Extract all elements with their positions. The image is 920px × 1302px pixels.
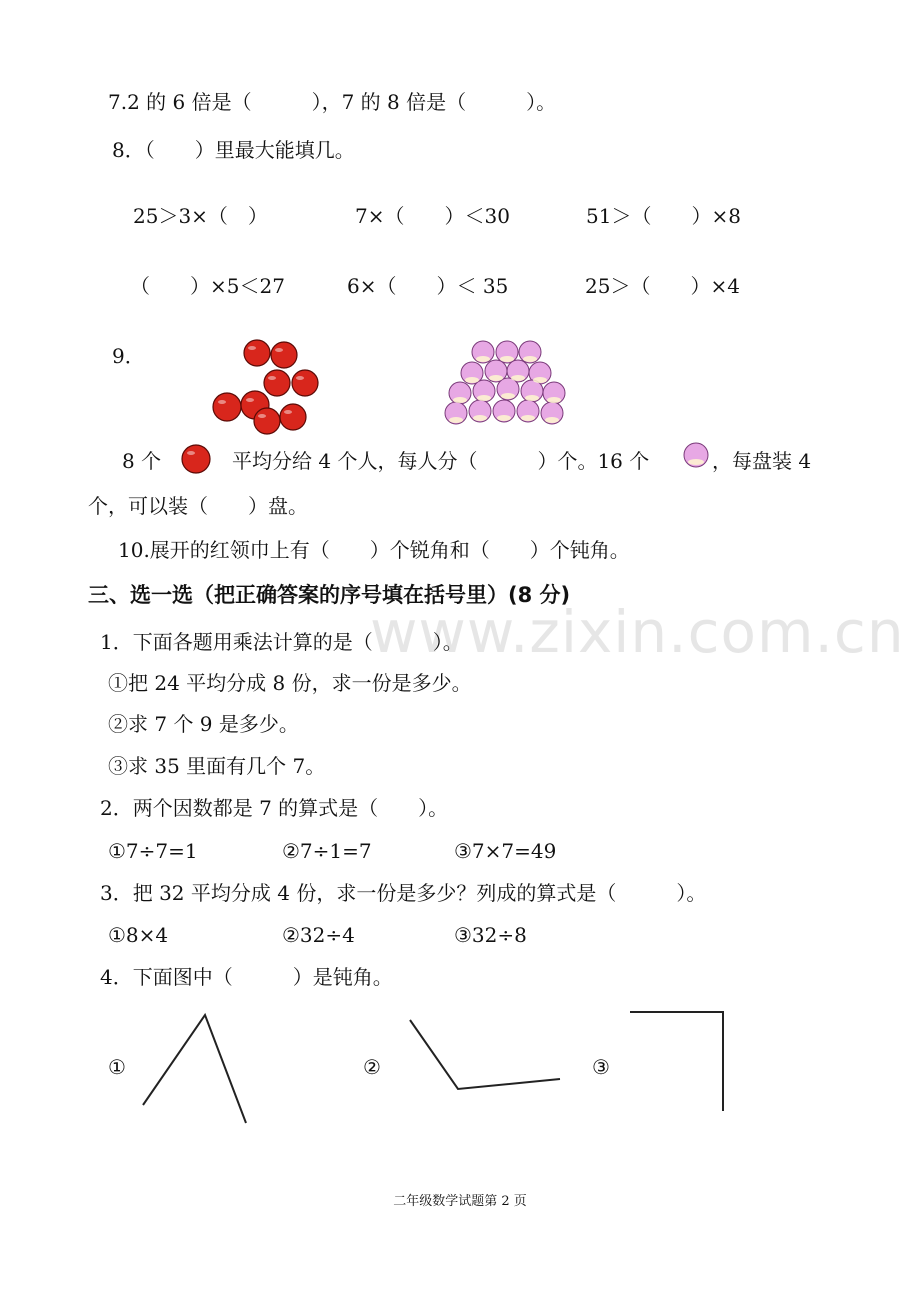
s3-q1-option-3: ③求 35 里面有几个 7。 <box>108 754 326 778</box>
s3-question-3: 3．把 32 平均分成 4 份，求一份是多少？列成的算式是（ ）。 <box>100 881 707 905</box>
angle-label-3: ③ <box>592 1055 610 1079</box>
q9-line-1-end: ，每盘装 4 <box>712 449 812 473</box>
q9-line-1-middle: 平均分给 4 个人，每人分（ ）个。16 个 <box>232 449 650 473</box>
q8-item-6: 25＞（ ）×4 <box>585 274 740 298</box>
q8-item-4: （ ）×5＜27 <box>130 274 285 298</box>
angle-figure-1 <box>135 1005 255 1130</box>
question-10: 10.展开的红领巾上有（ ）个锐角和（ ）个钝角。 <box>118 538 630 562</box>
s3-q2-option-1: ①7÷7=1 <box>108 839 198 863</box>
q8-item-3: 51＞（ ）×8 <box>586 204 741 228</box>
peach-icon <box>680 440 712 470</box>
s3-q3-option-2: ②32÷4 <box>282 923 355 947</box>
angle-label-1: ① <box>108 1055 126 1079</box>
peaches-picture <box>440 335 575 430</box>
q8-item-1: 25＞3×（ ） <box>133 204 268 228</box>
s3-q3-option-3: ③32÷8 <box>454 923 527 947</box>
s3-question-2: 2．两个因数都是 7 的算式是（ ）。 <box>100 796 449 820</box>
question-8: 8．（ ）里最大能填几。 <box>112 138 355 162</box>
angle-label-2: ② <box>363 1055 381 1079</box>
q8-item-2: 7×（ ）＜30 <box>355 204 510 228</box>
s3-question-4: 4．下面图中（ ）是钝角。 <box>100 965 393 989</box>
question-9-label: 9． <box>112 344 145 368</box>
s3-q1-option-2: ②求 7 个 9 是多少。 <box>108 712 299 736</box>
page-footer: 二年级数学试题第 2 页 <box>393 1194 527 1209</box>
angle-figure-3 <box>622 1003 732 1118</box>
s3-question-1: 1．下面各题用乘法计算的是（ ）。 <box>100 630 463 654</box>
apples-picture <box>205 335 335 440</box>
q9-line-2: 个，可以装（ ）盘。 <box>88 494 308 518</box>
apple-icon <box>176 442 216 474</box>
q8-item-5: 6×（ ）＜ 35 <box>347 274 509 298</box>
watermark: www.zixin.com.cn <box>370 598 905 666</box>
question-7: 7.2 的 6 倍是（ ），7 的 8 倍是（ ）。 <box>108 90 557 114</box>
s3-q3-option-1: ①8×4 <box>108 923 169 947</box>
s3-q2-option-3: ③7×7=49 <box>454 839 557 863</box>
s3-q1-option-1: ①把 24 平均分成 8 份，求一份是多少。 <box>108 671 472 695</box>
section-3-title: 三、选一选（把正确答案的序号填在括号里）(8 分) <box>88 583 571 607</box>
angle-figure-2 <box>400 1010 570 1100</box>
s3-q2-option-2: ②7÷1=7 <box>282 839 372 863</box>
q9-line-1-start: 8 个 <box>122 449 162 473</box>
